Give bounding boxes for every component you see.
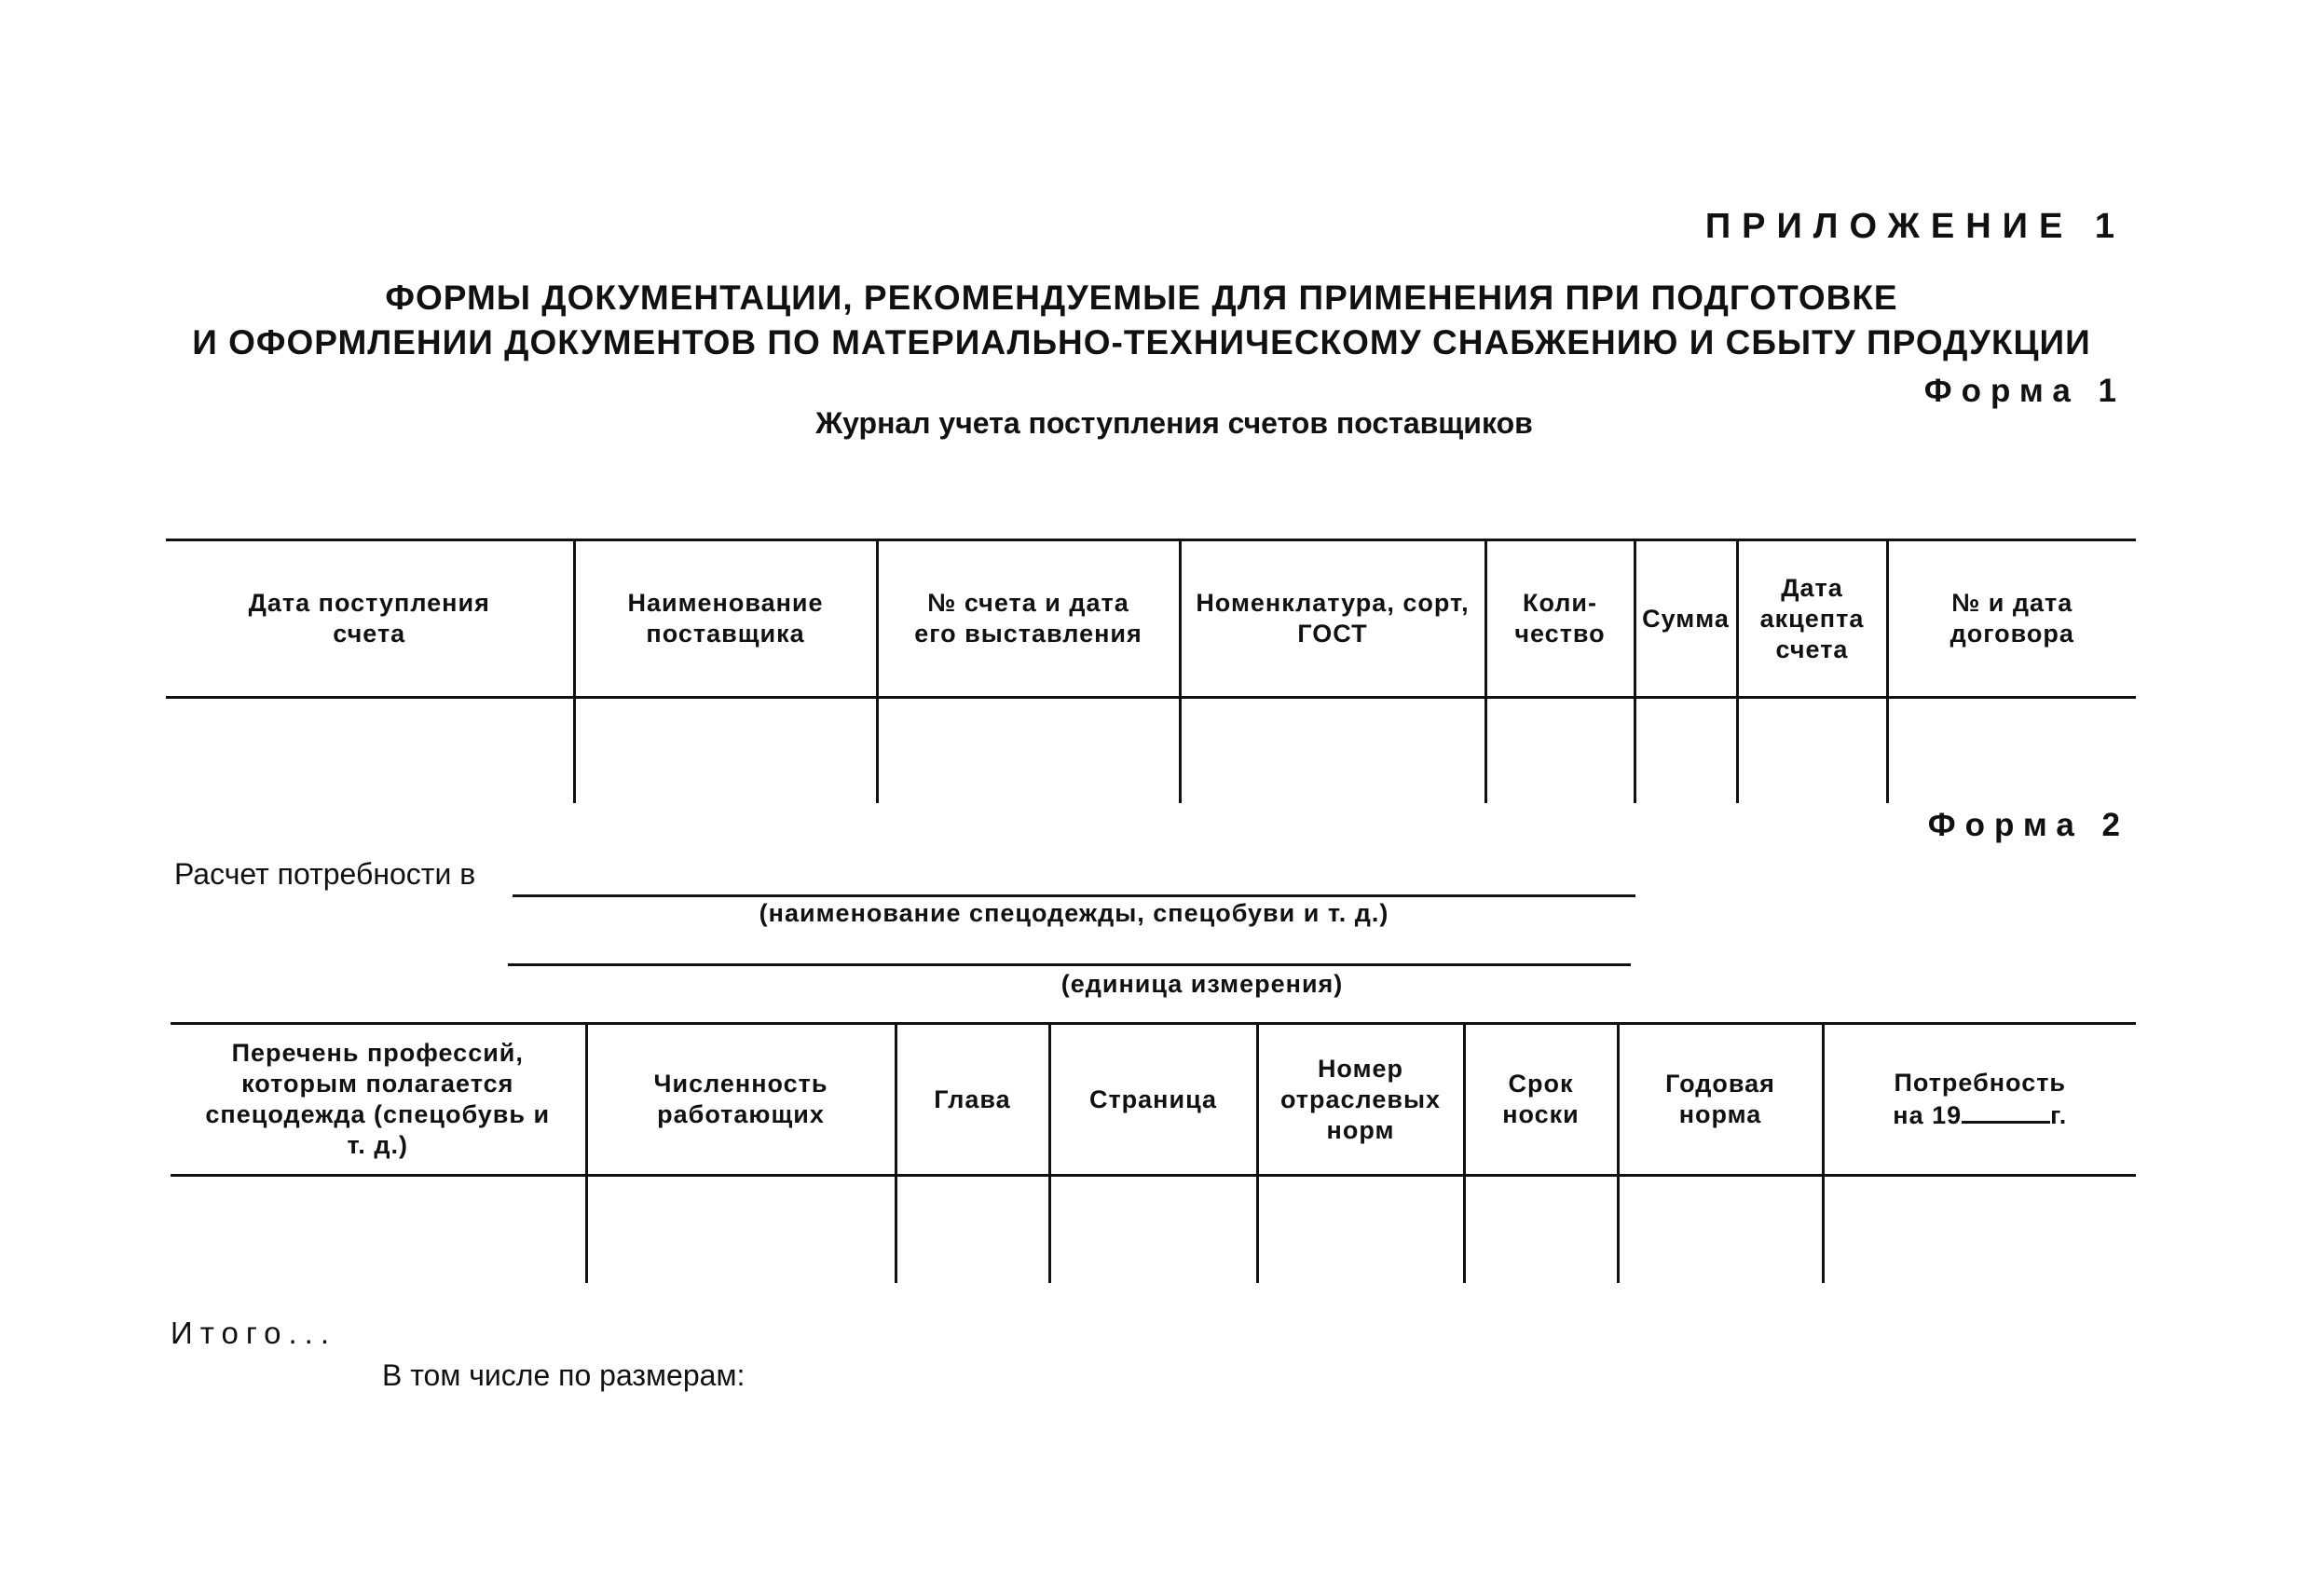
clothing-needs-table xyxy=(171,1022,2136,1283)
table-cell[interactable] xyxy=(1635,698,1737,804)
table-cell[interactable] xyxy=(1485,698,1635,804)
table-cell[interactable] xyxy=(166,698,574,804)
table-header-row xyxy=(166,540,2136,698)
table-row xyxy=(166,698,2136,804)
column-header: Номер отраслевых норм xyxy=(1257,1024,1464,1176)
column-header: Страница xyxy=(1049,1024,1257,1176)
unit-caption: (единица измерения) xyxy=(1060,970,1344,998)
need-column-year-suffix: г. xyxy=(2050,1101,2068,1129)
form-2-label: Форма 2 xyxy=(1927,807,2129,843)
table-cell[interactable] xyxy=(896,1176,1049,1284)
column-header: Номенклатура, сорт, ГОСТ xyxy=(1180,540,1485,698)
table-cell[interactable] xyxy=(1464,1176,1618,1284)
table-cell[interactable] xyxy=(1887,698,2136,804)
column-header xyxy=(1823,1024,2136,1176)
document-title xyxy=(140,276,2143,365)
column-header: Годовая норма xyxy=(1618,1024,1823,1176)
form-1-label: Форма 1 xyxy=(1923,373,2126,409)
table-cell[interactable] xyxy=(586,1176,896,1284)
need-column-title: Потребность xyxy=(1894,1069,2067,1097)
need-column-year-prefix: на 19 xyxy=(1893,1101,1963,1129)
appendix-heading: ПРИЛОЖЕНИЕ 1 xyxy=(1704,207,2126,246)
document-title-line-1: ФОРМЫ ДОКУМЕНТАЦИИ, РЕКОМЕНДУЕМЫЕ ДЛЯ ПРИМЕНЕНИЯ ПРИ ПОДГОТОВКЕ xyxy=(385,279,1898,317)
column-header: № и дата договора xyxy=(1887,540,2136,698)
column-header: Перечень профессий, которым полагается спецодежда (спецобувь и т. д.) xyxy=(171,1024,586,1176)
form-1-title: Журнал учета поступления счетов поставщиков xyxy=(815,406,1533,440)
table-cell[interactable] xyxy=(171,1176,586,1284)
by-size-label: В том числе по размерам: xyxy=(382,1358,746,1392)
item-name-blank-line[interactable] xyxy=(513,894,1635,897)
table-cell[interactable] xyxy=(877,698,1180,804)
table-cell[interactable] xyxy=(1618,1176,1823,1284)
column-header: Глава xyxy=(896,1024,1049,1176)
table-cell[interactable] xyxy=(1737,698,1887,804)
table-cell[interactable] xyxy=(1049,1176,1257,1284)
column-header: Дата акцепта счета xyxy=(1737,540,1887,698)
table-header-row xyxy=(171,1024,2136,1176)
document-title-line-2: И ОФОРМЛЕНИИ ДОКУМЕНТОВ ПО МАТЕРИАЛЬНО-ТЕХНИЧЕСКОМУ СНАБЖЕНИЮ И СБЫТУ ПРОДУКЦИИ xyxy=(192,323,2091,361)
column-header: Срок носки xyxy=(1464,1024,1618,1176)
column-header: Наименование поставщика xyxy=(574,540,877,698)
table-row xyxy=(171,1176,2136,1284)
year-blank[interactable] xyxy=(1962,1098,2050,1124)
table-cell[interactable] xyxy=(1257,1176,1464,1284)
need-calculation-prefix: Расчет потребности в xyxy=(174,857,476,891)
total-label: Итого... xyxy=(171,1316,336,1350)
column-header: № счета и дата его выставления xyxy=(877,540,1180,698)
column-header: Сумма xyxy=(1635,540,1737,698)
table-cell[interactable] xyxy=(574,698,877,804)
column-header: Коли- чество xyxy=(1485,540,1635,698)
column-header: Численность работающих xyxy=(586,1024,896,1176)
column-header: Дата поступления счета xyxy=(166,540,574,698)
unit-blank-line[interactable] xyxy=(508,963,1631,966)
table-cell[interactable] xyxy=(1823,1176,2136,1284)
table-cell[interactable] xyxy=(1180,698,1485,804)
invoice-journal-table xyxy=(166,539,2136,803)
item-name-caption: (наименование спецодежды, спецобуви и т. д.) xyxy=(759,899,1389,927)
